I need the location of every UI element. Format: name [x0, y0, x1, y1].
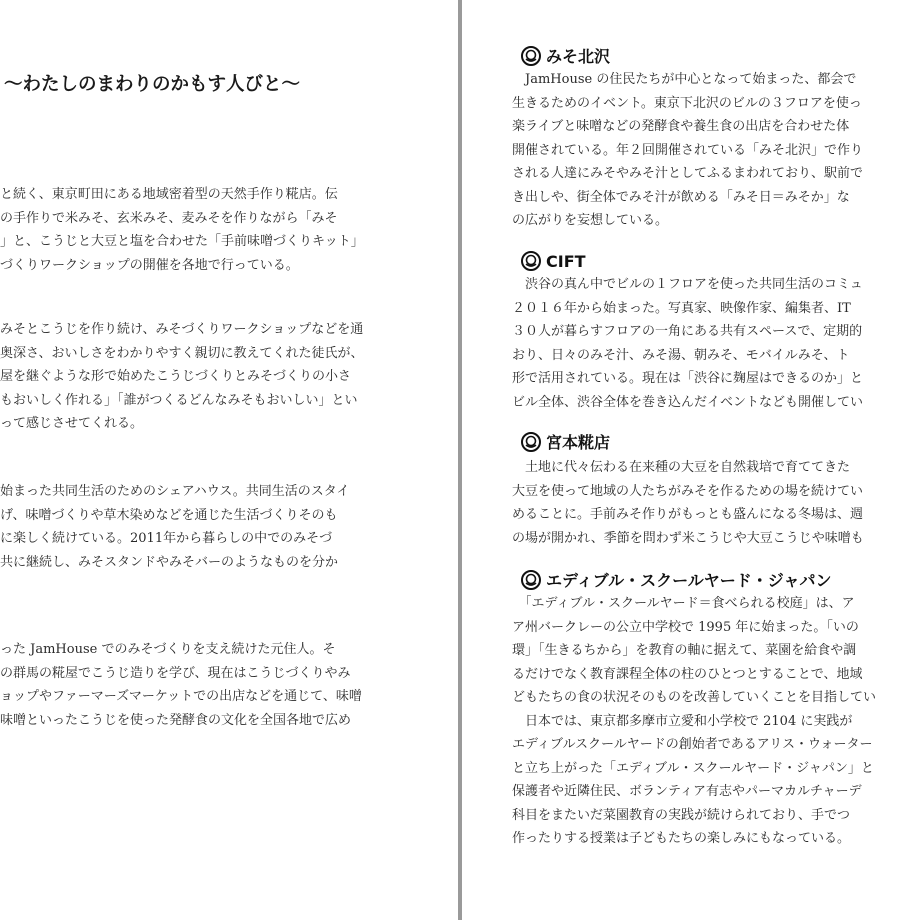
section-body: [512, 68, 863, 233]
text-line: って感じさせてくれる。: [0, 416, 144, 431]
left-paragraph: [0, 318, 363, 436]
text-line: の群馬の糀屋でこうじ造りを学び、現在はこうじづくりやみ: [0, 665, 351, 681]
left-paragraph: [0, 638, 362, 732]
text-line: もおいしく作れる」「誰がつくるどんなみそもおいしい」とい: [0, 392, 358, 408]
right-page: [462, 0, 920, 920]
text-line: の場が開かれ、季節を問わず米こうじや大豆こうじや味噌も: [512, 530, 864, 546]
text-line: 味噌といったこうじを使った発酵食の文化を全国各地で広め: [0, 712, 352, 728]
smiley-icon: [520, 431, 542, 453]
text-line: 渋谷の真ん中でビルの１フロアを使った共同生活のコミュ: [512, 277, 863, 292]
left-paragraph: [0, 183, 364, 277]
text-line: ア州バークレーの公立中学校で 1995 年に始まった。「いの: [512, 619, 859, 635]
text-line: と続く、東京町田にある地域密着型の天然手作り糀店。伝: [0, 187, 338, 202]
section-title: 宮本糀店: [546, 433, 611, 452]
left-paragraph: [0, 480, 349, 574]
section-body: [512, 273, 863, 414]
text-line: 「エディブル・スクールヤード＝食べられる校庭」は、ア: [512, 596, 855, 611]
text-line: き出しや、街全体でみそ汁が飲める「みそ日＝みそか」な: [512, 189, 850, 205]
text-line: みそとこうじを作り続け、みそづくりワークショップなどを通: [0, 322, 364, 337]
text-line: ョップやファーマーズマーケットでの出店などを通じて、味噌: [0, 689, 362, 704]
text-line: めることに。手前みそ作りがもっとも盛んになる冬場は、週: [512, 507, 864, 522]
section-title: みそ北沢: [546, 47, 611, 66]
text-line: の広がりを妄想している。: [512, 213, 669, 228]
text-line: 保護者や近隣住民、ボランティア有志やパーマカルチャーデ: [512, 784, 862, 799]
left-page: [0, 0, 458, 920]
text-line: 作ったりする授業は子どもたちの楽しみにもなっている。: [512, 831, 851, 846]
text-line: 科目をまたいだ菜園教育の実践が続けられており、手でつ: [512, 807, 851, 823]
text-line: づくりワークショップの開催を各地で行っている。: [0, 257, 299, 273]
text-line: エディブルスクールヤードの創始者であるアリス・ウォーター: [512, 737, 873, 752]
section-title: エディブル・スクールヤード・ジャパン: [546, 571, 832, 590]
text-line: るだけでなく教育課程全体の柱のひとつとすることで、地域: [512, 666, 863, 682]
section-heading: [520, 430, 610, 453]
text-line: 屋を継ぐような形で始めたこうじづくりとみそづくりの小さ: [0, 369, 352, 384]
section-heading: [520, 568, 831, 591]
text-line: どもたちの食の状況そのものを改善していくことを目指してい: [512, 690, 877, 705]
text-line: される人達にみそやみそ汁としてふるまわれており、駅前で: [512, 166, 864, 181]
text-line: 日本では、東京都多摩市立愛和小学校で 2104 に実践が: [512, 713, 853, 729]
text-line: の手作りで米みそ、玄米みそ、麦みそを作りながら「みそ: [0, 210, 338, 226]
section-body: [512, 592, 876, 851]
text-line: げ、味噌づくりや草木染めなどを通じた生活づくりそのも: [0, 507, 338, 523]
section-body: [512, 456, 864, 550]
smiley-icon: [520, 569, 542, 591]
section-heading: [520, 250, 586, 272]
text-line: った JamHouse でのみそづくりを支え続けた元住人。そ: [0, 642, 336, 657]
smiley-icon: [520, 45, 542, 67]
text-line: 環」「生きるちから」を教育の軸に据えて、菜園を給食や調: [512, 643, 857, 658]
text-line: と立ち上がった「エディブル・スクールヤード・ジャパン」と: [512, 760, 874, 776]
section-title: CIFT: [546, 251, 586, 271]
text-line: 開催されている。年２回開催されている「みそ北沢」で作り: [512, 142, 864, 158]
text-line: JamHouse の住民たちが中心となって始まった、都会で: [512, 72, 857, 87]
text-line: 形で活用されている。現在は「渋谷に麹屋はできるのか」と: [512, 371, 864, 386]
text-line: 楽ライブと味噌などの発酵食や養生食の出店を合わせた体: [512, 119, 850, 134]
text-line: 生きるためのイベント。東京下北沢のビルの３フロアを使っ: [512, 95, 862, 111]
text-line: に楽しく続けている。2011年から暮らしの中でのみそづ: [0, 531, 333, 546]
section-heading: [520, 44, 610, 67]
text-line: 始まった共同生活のためのシェアハウス。共同生活のスタイ: [0, 484, 350, 499]
text-line: おり、日々のみそ汁、みそ湯、朝みそ、モバイルみそ、ト: [512, 347, 850, 363]
smiley-icon: [520, 250, 542, 272]
text-line: 共に継続し、みそスタンドやみそバーのようなものを分か: [0, 554, 339, 570]
left-page-title: ～わたしのまわりのかもす人びと～: [4, 74, 301, 95]
text-line: ２０１６年から始まった。写真家、映像作家、編集者、IT: [512, 300, 851, 316]
text-line: 土地に代々伝わる在来種の大豆を自然栽培で育ててきた: [512, 460, 851, 475]
text-line: ３０人が暮らすフロアの一角にある共有スペースで、定期的: [512, 324, 863, 339]
text-line: 奥深さ、おいしさをわかりやすく親切に教えてくれた徒氏が、: [0, 345, 364, 361]
text-line: 大豆を使って地域の人たちがみそを作るための場を続けてい: [512, 483, 864, 499]
text-line: ビル全体、渋谷全体を巻き込んだイベントなども開催してい: [512, 394, 864, 410]
text-line: 」と、こうじと大豆と塩を合わせた「手前味噌づくりキット」: [0, 234, 364, 249]
